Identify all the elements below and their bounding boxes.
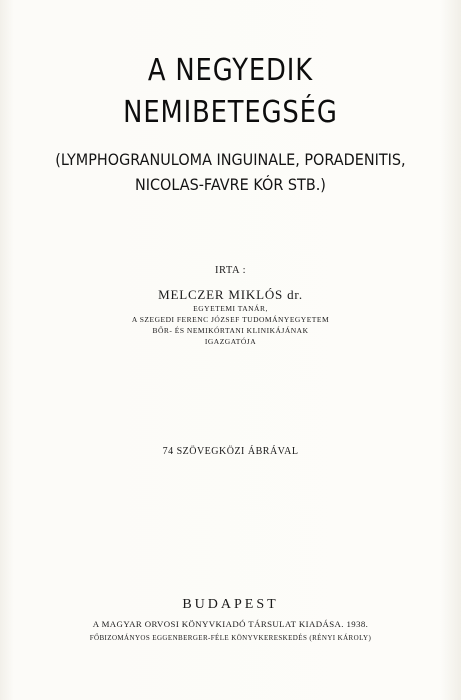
book-subtitle-line-1: (LYMPHOGRANULOMA INGUINALE, PORADENITIS,: [55, 150, 406, 169]
illustrations-note: 74 SZÖVEGKÖZI ÁBRÁVAL: [162, 446, 299, 457]
author-role-line-3: BŐR- ÉS NEMIKÓRTANI KLINIKÁJÁNAK: [152, 326, 309, 335]
imprint-city: BUDAPEST: [182, 597, 279, 612]
imprint-commission: FŐBIZOMÁNYOS EGGENBERGER-FÉLE KÖNYVKERESKEDÉS (RÉNYI KÁROLY): [89, 634, 372, 642]
author-role-line-1: EGYETEMI TANÁR,: [193, 304, 268, 313]
written-by-label: IRTA :: [215, 265, 246, 276]
book-title-line-2: NEMIBETEGSÉG: [123, 95, 338, 130]
book-subtitle-line-2: NICOLAS-FAVRE KÓR STB.): [134, 175, 326, 194]
author-role-line-4: IGAZGATÓJA: [204, 337, 257, 346]
author-name: MELCZER MIKLÓS dr.: [158, 287, 303, 302]
book-title-line-1: A NEGYEDIK: [147, 53, 314, 88]
imprint-publisher: A MAGYAR ORVOSI KÖNYVKIADÓ TÁRSULAT KIADÁSA. 1938.: [92, 619, 369, 629]
author-role-line-2: A SZEGEDI FERENC JÓZSEF TUDOMÁNYEGYETEM: [131, 315, 330, 324]
